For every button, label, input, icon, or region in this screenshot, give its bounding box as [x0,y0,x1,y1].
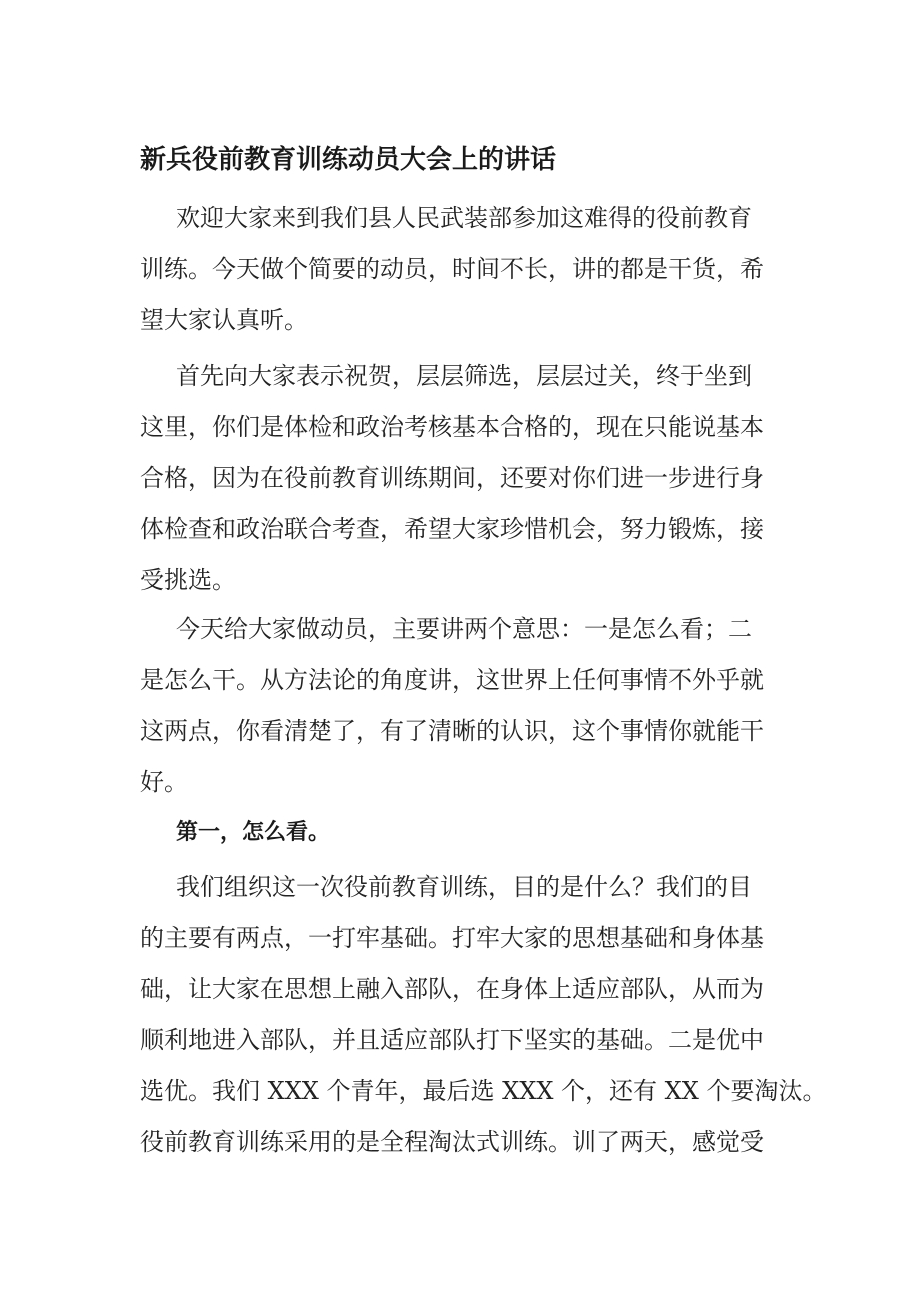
paragraph-line: 这两点，你看清楚了，有了清晰的认识，这个事情你就能干 [140,717,764,745]
paragraph-line: 好。 [140,768,188,796]
paragraph-line: 础，让大家在思想上融入部队，在身体上适应部队，从而为 [140,975,764,1003]
paragraph-line: 欢迎大家来到我们县人民武装部参加这难得的役前教育 [176,204,752,232]
paragraph-line: 我们组织这一次役前教育训练，目的是什么？我们的目 [176,873,752,901]
paragraph-line: 体检查和政治联合考查，希望大家珍惜机会，努力锻炼，接 [140,515,764,543]
paragraph-section-one [140,862,827,1168]
paragraph-line: 役前教育训练采用的是全程淘汰式训练。训了两天，感觉受 [140,1128,764,1156]
paragraph-line: 今天给大家做动员，主要讲两个意思：一是怎么看；二 [176,615,752,643]
paragraph-line: 望大家认真听。 [140,306,308,334]
section-heading: 第一，怎么看。 [176,820,331,845]
paragraph-line: 是怎么干。从方法论的角度讲，这世界上任何事情不外乎就 [140,666,764,694]
paragraph-line: 顺利地进入部队，并且适应部队打下坚实的基础。二是优中 [140,1026,764,1054]
paragraph-line: 合格，因为在役前教育训练期间，还要对你们进一步进行身 [140,464,764,492]
paragraph-line: 这里，你们是体检和政治考核基本合格的，现在只能说基本 [140,413,764,441]
paragraph-welcome [140,193,780,346]
paragraph-line: 的主要有两点，一打牢基础。打牢大家的思想基础和身体基 [140,924,764,952]
document-title: 新兵役前教育训练动员大会上的讲话 [140,145,557,175]
paragraph-line: 选优。我们 XXX 个青年，最后选 XXX 个，还有 XX 个要淘汰。 [140,1077,827,1105]
paragraph-mobilization [140,604,780,808]
paragraph-line: 受挑选。 [140,566,236,594]
paragraph-congratulations [140,351,780,606]
paragraph-line: 首先向大家表示祝贺，层层筛选，层层过关，终于坐到 [176,362,752,390]
paragraph-line: 训练。今天做个简要的动员，时间不长，讲的都是干货，希 [140,255,764,283]
